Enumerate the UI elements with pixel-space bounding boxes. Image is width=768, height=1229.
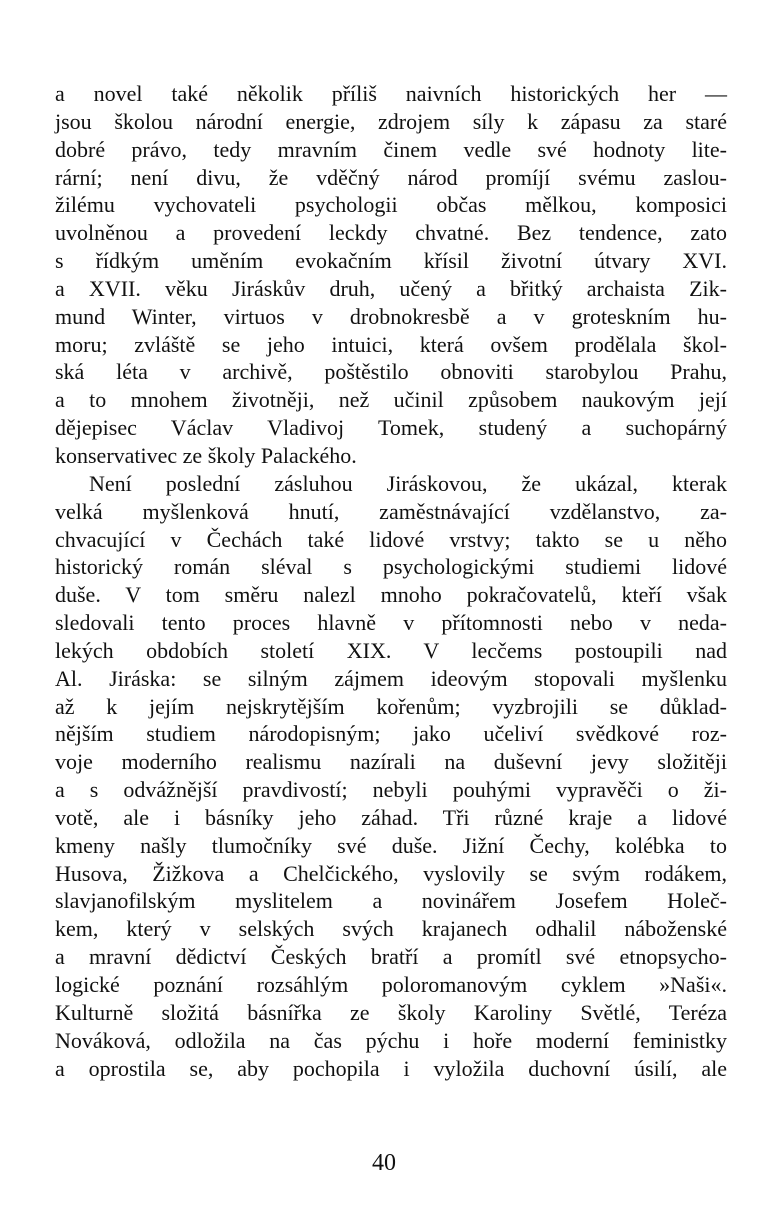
text-line: jsou školou národní energie, zdrojem síly k zápasu za staré <box>55 108 727 134</box>
text-line: uvolněnou a provedení leckdy chvatné. Bez tendence, zato <box>55 220 727 246</box>
text-line: žilému vychovateli psychologii občas mělkou, komposici <box>55 192 727 218</box>
page-number: 40 <box>372 1150 396 1176</box>
paragraph <box>55 470 727 1083</box>
text-line: nějším studiem národopisným; jako učeliví svědkové roz- <box>55 721 727 747</box>
text-line: a s odvážnější pravdivostí; nebyli pouhými vypravěči o ži- <box>55 777 727 803</box>
text-line: rární; není divu, že vděčný národ promíjí svému zaslou- <box>55 164 727 190</box>
text-line: slavjanofilským myslitelem a novinářem Josefem Holeč- <box>55 888 727 914</box>
text-line: voje moderního realismu nazírali na duševní jevy složitěji <box>55 749 727 775</box>
text-line: dobré právo, tedy mravním činem vedle své hodnoty lite- <box>55 136 727 162</box>
text-line: s řídkým uměním evokačním křísil životní útvary XVI. <box>55 248 727 274</box>
text-line: lekých obdobích století XIX. V lecčems postoupili nad <box>55 637 727 663</box>
paragraph <box>55 80 727 470</box>
text-line: logické poznání rozsáhlým poloromanovým cyklem »Naši«. <box>55 972 727 997</box>
text-line: Není poslední zásluhou Jiráskovou, že ukázal, kterak <box>89 470 727 496</box>
text-line: historický román sléval s psychologickými studiemi lidové <box>55 554 727 580</box>
text-line: konservativec ze školy Palackého. <box>55 442 357 468</box>
text-line: a mravní dědictví Českých bratří a promítl své etnopsycho- <box>55 944 727 970</box>
text-line: Nováková, odložila na čas pýchu i hoře moderní feministky <box>55 1027 727 1053</box>
text-line: kem, který v selských svých krajanech odhalil náboženské <box>55 916 727 942</box>
text-line: ská léta v archivě, poštěstilo obnoviti starobylou Prahu, <box>55 359 727 385</box>
text-line: votě, ale i básníky jeho záhad. Tři různé kraje a lidové <box>55 804 727 830</box>
text-line: duše. V tom směru nalezl mnoho pokračovatelů, kteří však <box>55 582 727 608</box>
text-line: a to mnohem životněji, než učinil způsobem naukovým její <box>55 387 727 413</box>
text-line: chvacující v Čechách také lidové vrstvy; takto se u něho <box>55 526 727 552</box>
text-line: Kulturně složitá básnířka ze školy Karoliny Světlé, Teréza <box>55 999 727 1025</box>
text-line: dějepisec Václav Vladivoj Tomek, studený a suchopárný <box>55 415 727 441</box>
text-line: kmeny našly tlumočníky své duše. Jižní Čechy, kolébka to <box>55 832 727 858</box>
text-line: velká myšlenková hnutí, zaměstnávající vzdělanstvo, za- <box>55 498 727 524</box>
text-line: moru; zvláště se jeho intuici, která ovšem prodělala škol- <box>55 331 727 357</box>
text-line: sledovali tento proces hlavně v přítomnosti nebo v neda- <box>55 610 727 636</box>
text-line: Al. Jiráska: se silným zájmem ideovým stopovali myšlenku <box>55 665 727 691</box>
text-line: mund Winter, virtuos v drobnokresbě a v groteskním hu- <box>55 303 727 329</box>
text-line: a novel také několik příliš naivních historických her — <box>55 81 727 106</box>
text-line: a XVII. věku Jiráskův druh, učený a břitký archaista Zik- <box>55 275 727 301</box>
text-line: Husova, Žižkova a Chelčického, vyslovily se svým rodákem, <box>55 860 727 886</box>
text-line: až k jejím nejskrytějším kořenům; vyzbrojili se důklad- <box>55 693 727 719</box>
page-body <box>55 80 727 1082</box>
text-line: a oprostila se, aby pochopila i vyložila duchovní úsilí, ale <box>55 1055 727 1081</box>
